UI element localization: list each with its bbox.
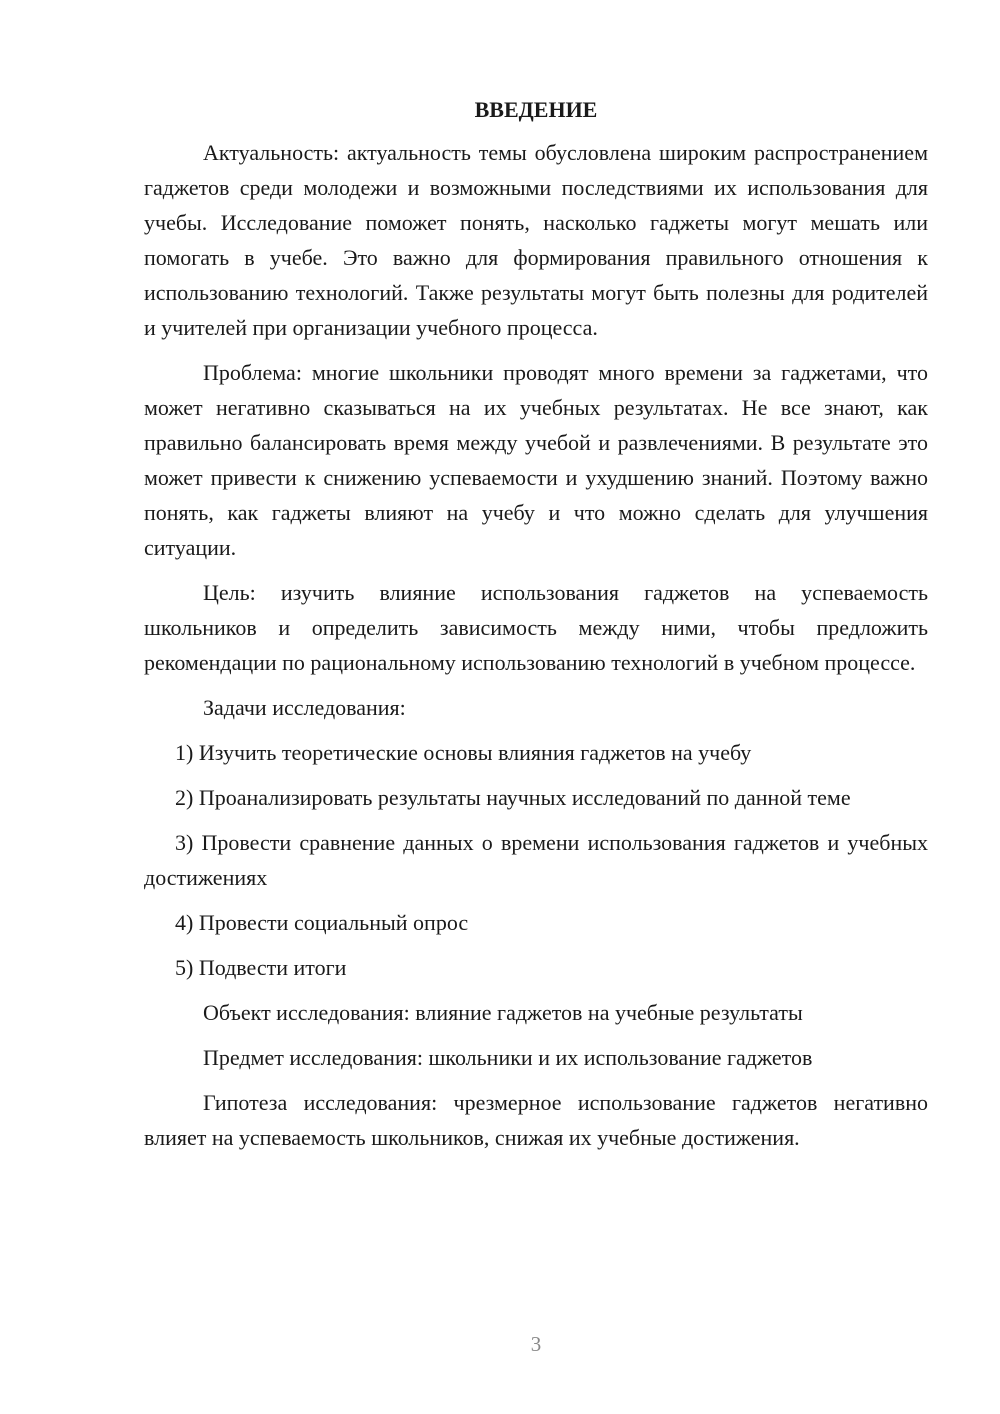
list-item: 2) Проанализировать результаты научных исследований по данной теме (175, 785, 851, 810)
document-page (144, 92, 928, 1165)
list-item: 4) Провести социальный опрос (175, 910, 469, 935)
tasks-list (144, 735, 928, 985)
research-hypothesis: Гипотеза исследования: чрезмерное использование гаджетов негативно влияет на успеваемость школьников, снижая их учебные достижения. (144, 1090, 928, 1150)
research-subject: Предмет исследования: школьники и их использование гаджетов (203, 1045, 813, 1070)
page-number: 3 (530, 1332, 542, 1356)
tasks-heading: Задачи исследования: (203, 695, 406, 720)
list-item: 3) Провести сравнение данных о времени использования гаджетов и учебных достижениях (144, 830, 928, 890)
relevance-paragraph: Актуальность: актуальность темы обусловлена широким распространением гаджетов среди молодежи и возможными последствиями их использования для учебы. Исследование поможет понять, насколько гаджеты могут мешать или помогать в учебе. Это важно для формирования правильного отношения к использованию технологий. Также результаты могут быть полезны для родителей и учителей при организации учебного процесса. (144, 140, 928, 340)
list-item: 1) Изучить теоретические основы влияния гаджетов на учебу (175, 740, 752, 765)
problem-paragraph: Проблема: многие школьники проводят много времени за гаджетами, что может негативно сказываться на их учебных результатах. Не все знают, как правильно балансировать время между учебой и развлечениями. В результате это может привести к снижению успеваемости и ухудшению знаний. Поэтому важно понять, как гаджеты влияют на учебу и что можно сделать для улучшения ситуации. (144, 360, 928, 560)
page-title: ВВЕДЕНИЕ (474, 97, 598, 122)
research-object: Объект исследования: влияние гаджетов на учебные результаты (203, 1000, 803, 1025)
list-item: 5) Подвести итоги (175, 955, 347, 980)
goal-paragraph: Цель: изучить влияние использования гаджетов на успеваемость школьников и определить зависимость между ними, чтобы предложить рекомендации по рациональному использованию технологий в учебном процессе. (144, 580, 928, 675)
